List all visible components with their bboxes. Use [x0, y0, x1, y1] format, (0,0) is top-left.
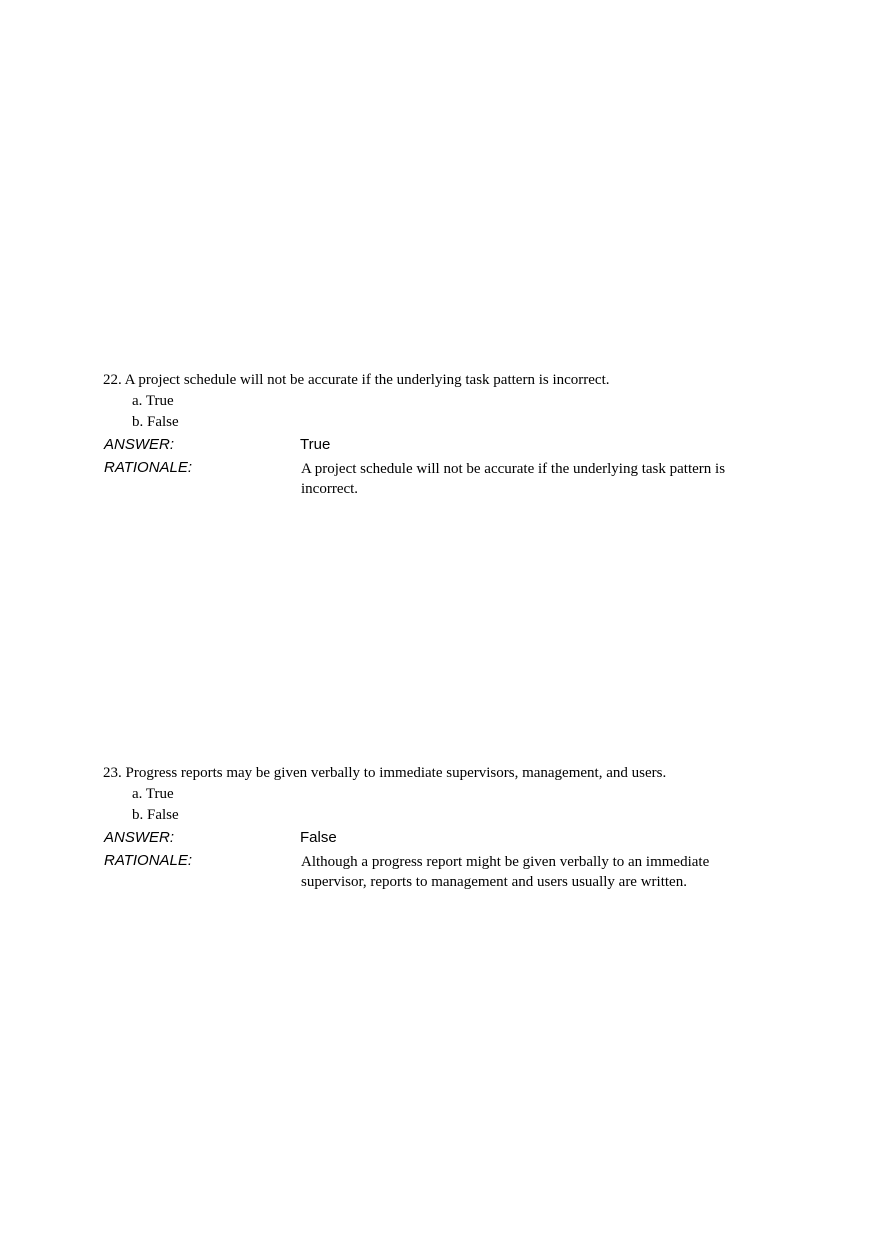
rationale-label: RATIONALE: [104, 852, 193, 869]
option-false: b. False [132, 414, 179, 430]
question-stem: 23. Progress reports may be given verbally to immediate supervisors, management, and users. [103, 765, 667, 781]
rationale-text: Although a progress report might be given verbally to an immediate supervisor, reports to management and users usually are written. [301, 854, 710, 890]
option-false: b. False [132, 807, 179, 823]
option-true: a. True [132, 786, 174, 802]
rationale-label: RATIONALE: [104, 459, 193, 476]
option-true: a. True [132, 393, 174, 409]
answer-value: True [300, 436, 331, 453]
question-stem: 22. A project schedule will not be accurate if the underlying task pattern is incorrect. [103, 372, 610, 388]
answer-label: ANSWER: [104, 436, 175, 453]
answer-label: ANSWER: [104, 829, 175, 846]
rationale-text: A project schedule will not be accurate if the underlying task pattern is incorrect. [301, 461, 726, 497]
answer-value: False [300, 829, 337, 846]
